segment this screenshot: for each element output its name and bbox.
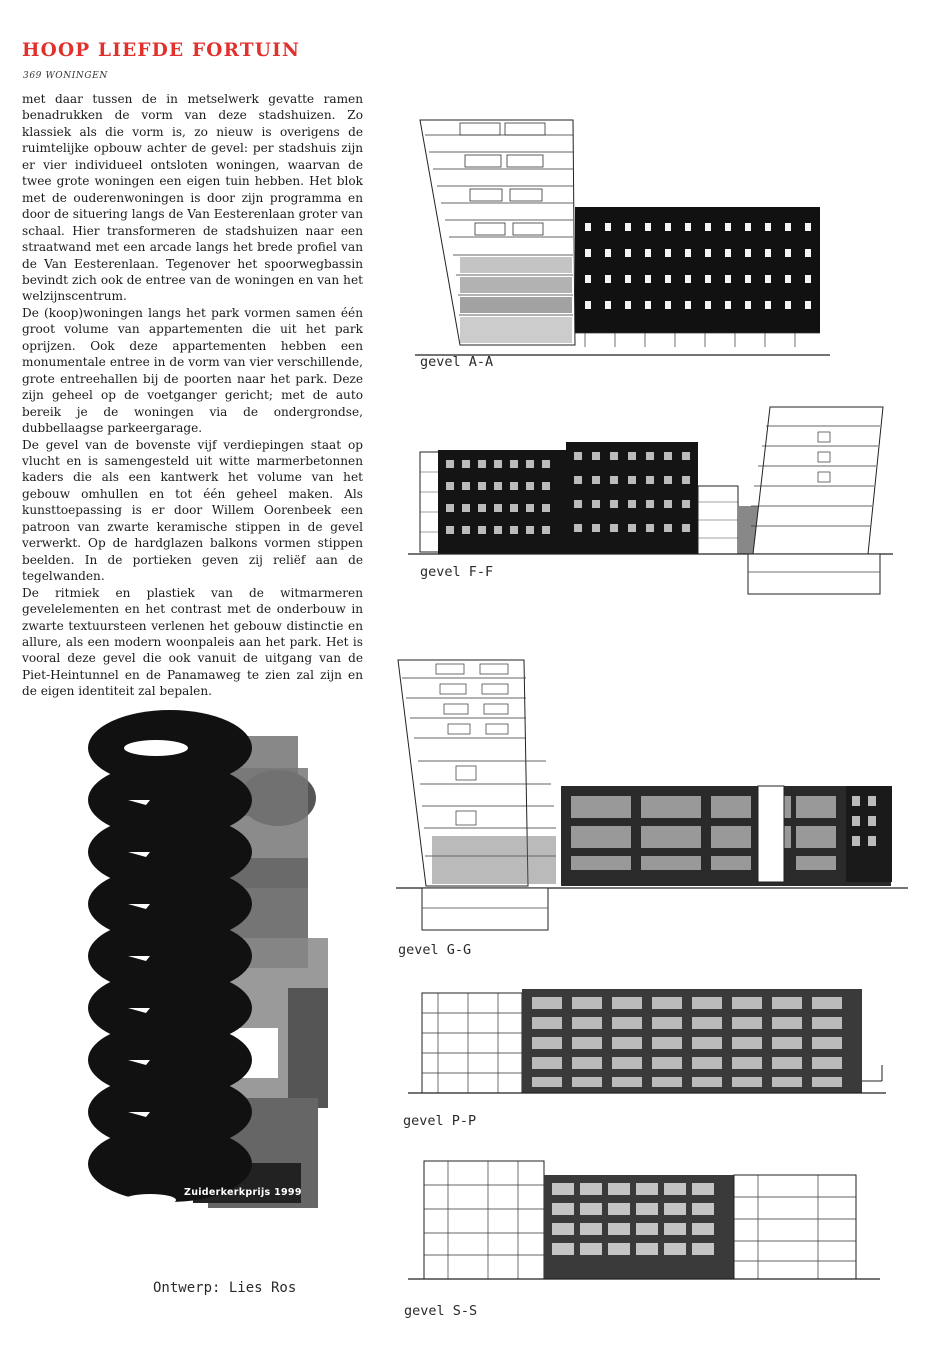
poster-zuiderkerkprijs	[88, 708, 328, 1223]
poster-credit: Ontwerp: Lies Ros	[153, 1280, 297, 1296]
paragraph: met daar tussen de in metselwerk gevatte ramen benadrukken de vorm van deze stadshuizen. Zo klassiek als die vorm is, zo nieuw is overigens de ruimtelijke opbouw achter de gevel: per stadshuis zijn er vier individueel ontsloten woningen, waarvan de twee grote woningen een eigen tuin hebben. Het blok met de ouderenwoningen is door zijn programma en door de situering langs de Van Eesterenlaan groter van schaal. Hier transformeren de stadshuizen naar een straatwand met een arcade langs het brede profiel van de Van Eesterenlaan. Tegenover het spoorwegbassin bevindt zich ook de entree van de woningen en van het welzijnscentrum.	[22, 92, 363, 304]
article-subtitle: 369 WONINGEN	[23, 71, 108, 81]
paragraph: De gevel van de bovenste vijf verdiepingen staat op vlucht en is samengesteld uit witte marmerbetonnen kaders die als een kantwerk het volume van het gebouw omhullen en tot één geheel maken. Als kunsttoepassing is er door Willem Oorenbeek een patroon van zwarte keramische stippen in de gevel verwerkt. Op de hardglazen balkons vormen stippen beelden. In de portieken geven zij reliëf aan de tegelwanden.	[22, 437, 363, 584]
paragraph: De (koop)woningen langs het park vormen samen één groot volume van appartementen die uit het park oprijzen. Ook deze appartementen hebben een monumentale entree in de vorm van vier verschillende, grote entreehallen bij de poorten naar het park. Deze zijn geheel op de voetganger gericht; met de auto bereik je de woningen via de ondergrondse, dubbellaagse parkeergarage.	[22, 305, 363, 436]
elevation-drawing-s-s	[408, 1155, 883, 1290]
caption-gevel-g-g: gevel G-G	[398, 942, 472, 958]
elevation-drawing-a-a	[415, 115, 835, 360]
article-title: HOOP LIEFDE FORTUIN	[22, 40, 301, 61]
caption-gevel-s-s: gevel S-S	[404, 1303, 478, 1319]
caption-gevel-f-f: gevel F-F	[420, 564, 494, 580]
paragraph: De ritmiek en plastiek van de witmarmeren gevelelementen en het contrast met de onderbouw in zwarte textuursteen verlenen het gebouw distinctie en allure, als een modern woonpaleis aan het park. Het is vooral deze gevel die ook vanuit de uitgang van de Piet-Heintunnel en de Panamaweg te zien zal zijn en de eigen identiteit zal bepalen.	[22, 585, 363, 699]
article-body	[22, 91, 363, 700]
elevation-drawing-g-g	[396, 656, 908, 936]
caption-gevel-p-p: gevel P-P	[403, 1113, 477, 1129]
caption-gevel-a-a: gevel A-A	[420, 354, 494, 370]
elevation-drawing-p-p	[408, 985, 888, 1110]
poster-label: Zuiderkerkprijs 1999	[184, 1187, 302, 1198]
